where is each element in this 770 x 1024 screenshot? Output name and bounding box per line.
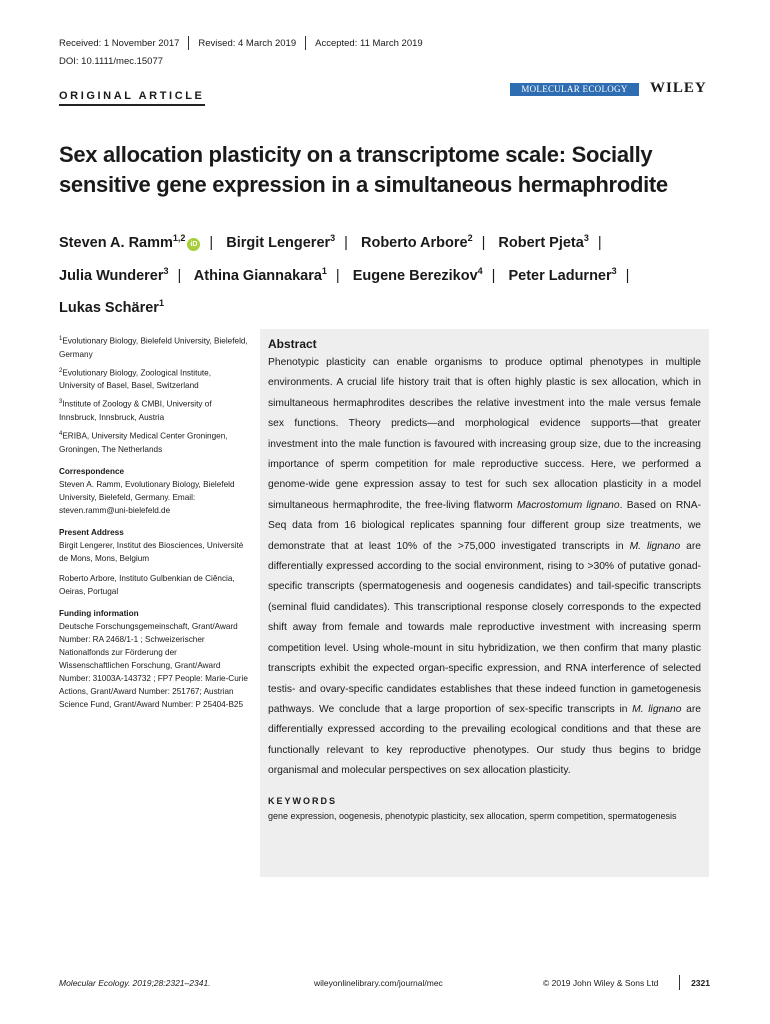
author[interactable]: Lukas Schärer$^1$	[59, 298, 164, 317]
funding-heading: Funding information	[59, 608, 139, 618]
present-address-item: Roberto Arbore, Instituto Gulbenkian de Ciência, Oeiras, Portugal	[59, 573, 235, 596]
page-number: 2321	[691, 978, 710, 988]
revised-date: Revised: 4 March 2019	[198, 37, 297, 49]
author[interactable]: Robert Pjeta$^3$ |	[498, 233, 602, 251]
footer-journal: Molecular Ecology. 2019;28:2321–2341.	[59, 978, 211, 988]
abstract-heading: Abstract	[268, 337, 317, 351]
orcid-icon[interactable]: iD	[187, 238, 200, 251]
author[interactable]: Peter Ladurner$^3$ |	[508, 265, 630, 284]
present-address-heading: Present Address	[59, 527, 124, 537]
species-name: Macrostomum lignano	[516, 499, 620, 511]
article-title: Sex allocation plasticity on a transcriptome scale: Socially sensitive gene expression in a simultaneous hermaphrodite	[59, 142, 668, 197]
footer-url[interactable]: wileyonlinelibrary.com/journal/mec	[314, 978, 443, 988]
affiliation: $^4$ERIBA, University Medical Center Groningen, Groningen, The Netherlands	[59, 431, 228, 454]
affiliation: $^2$Evolutionary Biology, Zoological Institute, University of Basel, Basel, Switzerland	[59, 367, 212, 391]
doi[interactable]: DOI: 10.1111/mec.15077	[59, 56, 164, 67]
date-divider	[188, 36, 189, 50]
abstract-box	[260, 329, 709, 877]
correspondence-text: Steven A. Ramm, Evolutionary Biology, Bielefeld University, Bielefeld, Germany. Email: steven.ramm@uni-bielefeld.de	[59, 479, 235, 515]
author[interactable]: Birgit Lengerer$^3$ |	[226, 233, 348, 251]
footer-divider	[679, 975, 680, 990]
author[interactable]: Steven A. Ramm$^{1,2}$iD |	[59, 233, 214, 251]
correspondence-heading: Correspondence	[59, 466, 125, 476]
footer-copyright: © 2019 John Wiley & Sons Ltd	[543, 978, 659, 988]
author[interactable]: Julia Wunderer$^3$ |	[59, 265, 182, 284]
date-divider	[305, 36, 306, 50]
author[interactable]: Athina Giannakara$^1$ |	[193, 265, 340, 284]
author-list	[59, 224, 709, 322]
species-name: M. lignano	[632, 703, 682, 715]
author[interactable]: Eugene Berezikov$^4$ |	[352, 265, 496, 284]
author[interactable]: Roberto Arbore$^2$ |	[360, 233, 486, 251]
affiliation: $^3$Institute of Zoology & CMBI, University of Innsbruck, Innsbruck, Austria	[59, 399, 212, 423]
sidebar-metadata	[59, 333, 249, 718]
accepted-date: Accepted: 11 March 2019	[315, 37, 423, 49]
article-dates	[59, 36, 423, 50]
species-name: M. lignano	[629, 540, 681, 552]
present-address-item: Birgit Lengerer, Institut des Biosciences, Université de Mons, Mons, Belgium	[59, 540, 244, 563]
article-type: ORIGINAL ARTICLE	[59, 90, 205, 106]
keywords-heading: KEYWORDS	[268, 795, 338, 806]
publisher-logo: WILEY	[650, 80, 707, 96]
journal-logo: MOLECULAR ECOLOGY	[510, 83, 639, 96]
abstract-text: Phenotypic plasticity can enable organisms to produce optimal phenotypes in multiple environments. A crucial life history trait that is often highly plastic is sex allocation, which in simultaneous hermaphrodites describes the relative investment into the male versus female sex functions. Theory predicts—and morphological evidence supports—that greater investment into the male function is favoured with increasing group size, due to the increasing importance of sperm competition for male reproductive success. Here, we performed a genome-wide gene expression assay to test for such sex allocation plasticity in a model simultaneous hermaphrodite, the free-living flatworm Macrostomum lignano. Based on RNA-Seq data from 16 biological replicates spanning four different group size treatments, we demonstrate that at least 10% of the >75,000 investigated transcripts in M. lignano are differentially expressed according to the social environment, rising to >30% of putative gonad-specific transcripts (spermatogenesis and oogenesis candidates) and tail-specific transcripts (seminal fluid candidates). This transcriptional response closely corresponds to the expected shift away from female and towards male reproductive investment with increasing sperm competition level. Using whole-mount in situ hybridization, we then confirm that many plastic transcripts exhibit the expected organ-specific expression, and RNA interference of selected testis- and ovary-specific candidates establishes that these indeed function in gametogenesis pathways. We conclude that a large proportion of sex-specific transcripts in M. lignano are differentially expressed according to the prevailing ecological conditions and that these are functionally relevant to key reproductive phenotypes. Our study thus begins to bridge organismal and molecular perspectives on sex allocation plasticity.	[268, 357, 702, 777]
keywords-text: gene expression, oogenesis, phenotypic plasticity, sex allocation, sperm competition, spermatogenesis	[268, 810, 677, 821]
affiliation: $^1$Evolutionary Biology, Bielefeld University, Bielefeld, Germany	[59, 336, 248, 359]
funding-text: Deutsche Forschungsgemeinschaft, Grant/Award Number: RA 2468/1-1 ; Schweizerischer Nationalfonds zur Förderung der Wissenschaftlichen Forschung, Grant/Award Number: 31003A-143732 ; FP7 People: Marie-Curie Actions, Grant/Award Number: 251767; Austrian Science Fund, Grant/Award Number: P 25404-B25	[59, 621, 248, 709]
received-date: Received: 1 November 2017	[59, 37, 180, 49]
